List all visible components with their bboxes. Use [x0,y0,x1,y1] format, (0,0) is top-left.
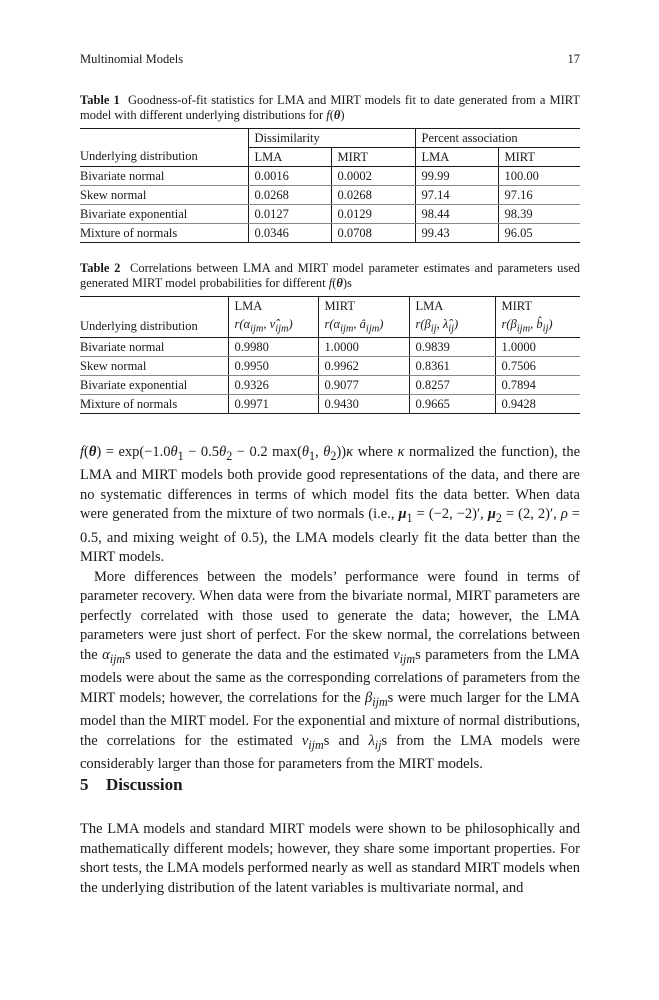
table1-caption-text: Goodness-of-fit statistics for LMA and MIRT models fit to date generated from a MIRT model with different underlying distributions for f(θ) [80,93,581,122]
table-cell: 0.0346 [248,224,331,243]
table1-corner [80,129,248,148]
table-cell: 0.0268 [248,186,331,205]
table2-caption [80,261,580,291]
running-title: Multinomial Models [80,52,184,66]
table-cell: 0.9430 [318,395,409,414]
table-cell: 0.7894 [495,376,580,395]
table2 [80,296,580,414]
table2-col-header [228,315,318,338]
table-cell: Skew normal [80,186,248,205]
table-row [80,186,580,205]
table2-col-header [409,315,495,338]
col-header-text: $r(\alpha_{ijm}$, $\nû_{ijm}$) [234,317,293,335]
table2-caption-text: Correlations between LMA and MIRT model parameter estimates and parameters used generated MIRT model probabilities for different f(θ)s [80,261,581,290]
section-title: Discussion [106,775,183,794]
table2-group-header: LMA [228,297,318,316]
table-cell: 0.0708 [331,224,415,243]
table-cell: 1.0000 [318,338,409,357]
table1-col-header: MIRT [498,148,580,167]
table2-col-header [318,315,409,338]
table2-corner [80,297,228,316]
body-text-upper [80,443,580,774]
table-row [80,376,580,395]
table-cell: 0.9962 [318,357,409,376]
table-cell: 0.0127 [248,205,331,224]
section-heading [80,775,183,795]
table-cell: 1.0000 [495,338,580,357]
table1-group-header: Percent association [415,129,580,148]
table2-group-header: MIRT [318,297,409,316]
table2-col-header [495,315,580,338]
table-cell: 99.99 [415,167,498,186]
table2-group-header: LMA [409,297,495,316]
table-cell: 0.9428 [495,395,580,414]
table-cell: Bivariate normal [80,338,228,357]
table2-label: Table 2 [80,261,121,275]
paragraph: $f(\theta) = \exp(-1.0\theta_1 - 0.5\theta_2 - 0.2$ $\max(\theta_1$, $\theta_2))\kappa$ where κ normalized the function), the LMA and MIRT models both provide good representations of the data, and there are no systematic differences in terms of which model fits the data better. When data were generated from the mixture of two normals (i.e., $\mu_1 = (-2$, −2)′, $\mu_2 = (2$, 2)′, ρ = 0.5, and mixing weight of 0.5), the LMA models clearly fit the data better than the MIRT models. [80,444,580,566]
table-cell: 0.9326 [228,376,318,395]
table-row [80,357,580,376]
table1 [80,128,580,243]
table-cell: Mixture of normals [80,395,228,414]
table-cell: Bivariate normal [80,167,248,186]
table-cell: Skew normal [80,357,228,376]
table-cell: 0.0268 [331,186,415,205]
table-cell: 96.05 [498,224,580,243]
table-row [80,338,580,357]
table-cell: 0.8361 [409,357,495,376]
table-cell: 0.0016 [248,167,331,186]
table-row [80,224,580,243]
section-number: 5 [80,775,89,794]
table-cell: 0.9971 [228,395,318,414]
table1-col-header: MIRT [331,148,415,167]
table-cell: 97.16 [498,186,580,205]
table-cell: 98.39 [498,205,580,224]
table-cell: 0.9839 [409,338,495,357]
col-header-text: $r(\alpha_{ijm}$, $â_{ijm}$) [324,317,384,335]
table-cell: 0.9950 [228,357,318,376]
col-header-text: $r(\beta_{ij}$, $\lambdâ_{ij}$) [415,317,459,335]
table-cell: 100.00 [498,167,580,186]
table-cell: Bivariate exponential [80,205,248,224]
table-row [80,395,580,414]
table1-caption [80,93,580,123]
table-row [80,167,580,186]
table1-group-header: Dissimilarity [248,129,415,148]
table-cell: 0.0002 [331,167,415,186]
table1-col-header: LMA [415,148,498,167]
table1-label: Table 1 [80,93,120,107]
table1-col-header: LMA [248,148,331,167]
table-cell: 0.0129 [331,205,415,224]
table-cell: 98.44 [415,205,498,224]
paragraph: More differences between the models’ performance were found in terms of parameter recovery. When data were from the bivariate normal, MIRT parameters are perfectly correlated with those used to generate the data; however, the LMA parameters were just short of perfect. For the skew normal, the correlations between the $\alpha_{ijm}s$ used to generate the data and the estimated $\nu_{ijm}s$ parameters from the LMA models were about the same as the corresponding correlations of parameters from the MIRT models; however, the correlations for the $\beta_{ijm}s$ were much larger for the LMA model than the MIRT model. For the exponential and mixture of normal distributions, the correlations for the estimated $\nu_{ijm}s$ and $\lambda_{ij}s$ from the LMA models were considerably larger than those for parameters from the MIRT models. [80,568,580,772]
body-text-lower [80,820,580,898]
table-cell: 0.9077 [318,376,409,395]
table-cell: 97.14 [415,186,498,205]
table-cell: 0.9665 [409,395,495,414]
table2-group-header: MIRT [495,297,580,316]
table-cell: 0.9980 [228,338,318,357]
table-cell: 0.7506 [495,357,580,376]
page-number: 17 [567,52,580,66]
table1-row-header: Underlying distribution [80,148,248,167]
table2-row-header: Underlying distribution [80,315,228,338]
table-cell: 99.43 [415,224,498,243]
paragraph: The LMA models and standard MIRT models were shown to be philosophically and mathematically different models; however, they share some important properties. For short tests, the LMA models performed nearly as well as standard MIRT models when the underlying distribution of the latent variables is multivariate normal, and [80,821,580,896]
table-row [80,205,580,224]
table-cell: Bivariate exponential [80,376,228,395]
table-cell: Mixture of normals [80,224,248,243]
table-cell: 0.8257 [409,376,495,395]
col-header-text: $r(\beta_{ijm}$, $b̂_{ij}$) [501,317,553,335]
